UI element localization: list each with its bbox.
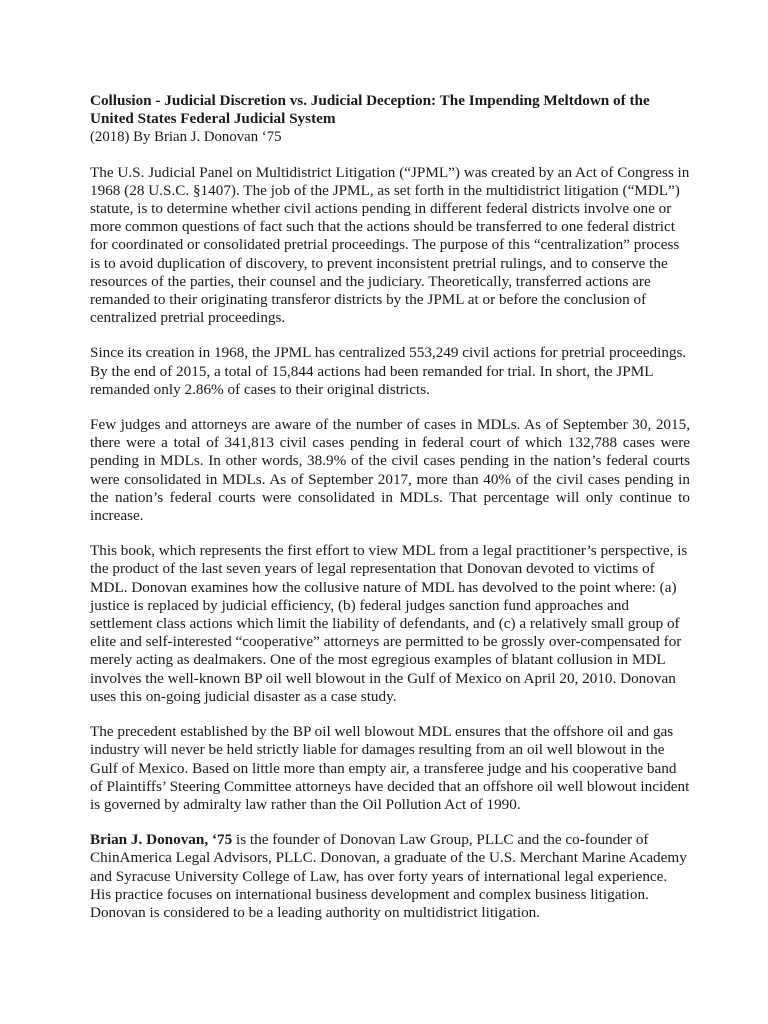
paragraph-centralization-stats: Since its creation in 1968, the JPML has centralized 553,249 civil actions for pretrial proceedings. By the end of 2015, a total of 15,844 actions had been remanded for trial. In short, the JPML remanded only 2.86% of cases to their original districts.	[90, 344, 687, 398]
paragraph-jpml-intro: The U.S. Judicial Panel on Multidistrict Litigation (“JPML”) was created by an Act of Congress in 1968 (28 U.S.C. §1407). The job of the JPML, as set forth in the multidistrict litigation (“MDL”) statute, is to determine whether civil actions pending in different federal districts involve one or more common questions of fact such that the actions should be transferred to one federal district for coordinated or consolidated pretrial proceedings. The purpose of this “centralization” process is to avoid duplication of discovery, to prevent inconsistent pretrial rulings, and to conserve the resources of the parties, their counsel and the judiciary. Theoretically, transferred actions are remanded to their originating transferor districts by the JPML at or before the conclusion of centralized pretrial proceedings.	[90, 163, 690, 327]
document-byline: (2018) By Brian J. Donovan ‘75	[90, 129, 282, 146]
document-page	[90, 92, 690, 939]
author-name: Brian J. Donovan, ‘75	[90, 831, 233, 849]
paragraph-bp-precedent: The precedent established by the BP oil well blowout MDL ensures that the offshore oil and gas industry will never be held strictly liable for damages resulting from an oil well blowout in the Gulf of Mexico. Based on little more than empty air, a transferee judge and his cooperative band of Plaintiffs’ Steering Committee attorneys have decided that an offshore oil well blowout incident is governed by admiralty law rather than the Oil Pollution Act of 1990.	[90, 723, 690, 813]
document-title: Collusion - Judicial Discretion vs. Judicial Deception: The Impending Meltdown of the United States Federal Judicial System	[90, 92, 650, 128]
author-bio	[90, 831, 690, 922]
author-bio-text: is the founder of Donovan Law Group, PLLC and the co-founder of ChinAmerica Legal Advisors, PLLC. Donovan, a graduate of the U.S. Merchant Marine Academy and Syracuse University College of Law, has over forty years of international legal experience. His practice focuses on international business development and complex business litigation. Donovan is considered to be a leading authority on multidistrict litigation.	[90, 831, 687, 921]
paragraph-book-summary: This book, which represents the first effort to view MDL from a legal practitioner’s perspective, is the product of the last seven years of legal representation that Donovan devoted to victims of MDL. Donovan examines how the collusive nature of MDL has devolved to the point where: (a) justice is replaced by judicial efficiency, (b) federal judges sanction fund approaches and settlement class actions which limit the liability of defendants, and (c) a relatively small group of elite and self-interested “cooperative” attorneys are permitted to be grossly over-compensated for merely acting as dealmakers. One of the most egregious examples of blatant collusion in MDL involves the well-known BP oil well blowout in the Gulf of Mexico on April 20, 2010. Donovan uses this on-going judicial disaster as a case study.	[90, 542, 688, 705]
paragraph-mdl-case-counts: Few judges and attorneys are aware of the number of cases in MDLs. As of September 30, 2015, there were a total of 341,813 civil cases pending in federal court of which 132,788 cases were pending in MDLs. In other words, 38.9% of the civil cases pending in the nation’s federal courts were consolidated in MDLs. As of September 2017, more than 40% of the civil cases pending in the nation’s federal courts were consolidated in MDLs. That percentage will only continue to increase.	[90, 416, 690, 525]
